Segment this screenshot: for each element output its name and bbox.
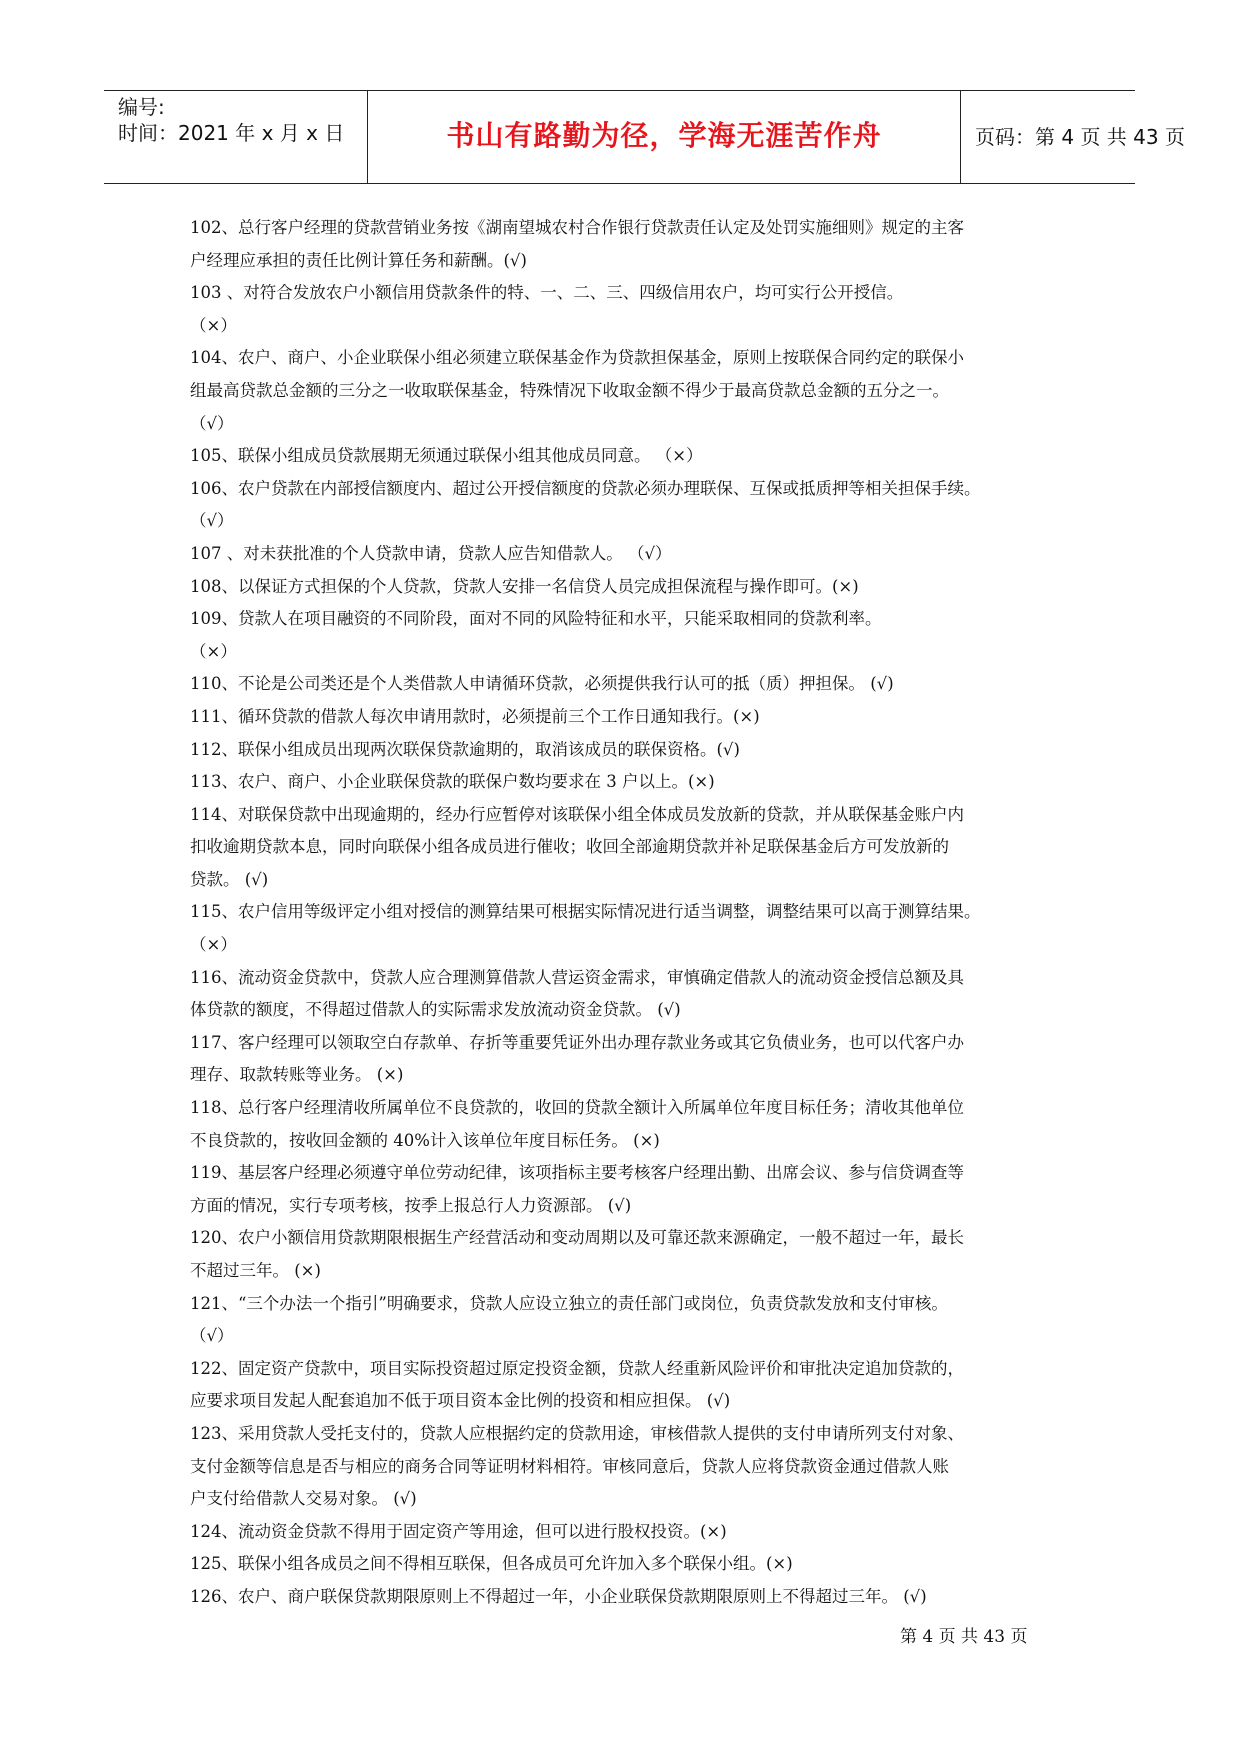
text-line: 户经理应承担的责任比例计算任务和薪酬。(√) xyxy=(190,250,527,270)
text-line: （×） xyxy=(190,315,237,335)
text-line: 方面的情况，实行专项考核，按季上报总行人力资源部。 (√) xyxy=(190,1195,632,1215)
text-line: （√） xyxy=(190,511,234,531)
page-footer-number: 第 4 页 共 43 页 xyxy=(900,1627,1028,1647)
text-line: 111、循环贷款的借款人每次申请用款时，必须提前三个工作日通知我行。(×) xyxy=(190,706,760,726)
text-line: 理存、取款转账等业务。 (×) xyxy=(190,1065,404,1085)
header-motto: 书山有路勤为径，学海无涯苦作舟 xyxy=(446,119,882,152)
text-line: （√） xyxy=(190,413,234,433)
text-line: 户支付给借款人交易对象。 (√) xyxy=(190,1489,417,1509)
text-line: 114、对联保贷款中出现逾期的，经办行应暂停对该联保小组全体成员发放新的贷款，并从联保基金账户内 xyxy=(190,804,964,824)
text-line: 109、贷款人在项目融资的不同阶段，面对不同的风险特征和水平，只能采取相同的贷款利率。 xyxy=(190,609,882,629)
text-line: 113、农户、商户、小企业联保贷款的联保户数均要求在 3 户以上。(×) xyxy=(190,772,715,792)
text-line: （×） xyxy=(190,935,237,955)
header-middle-cell xyxy=(368,91,961,183)
header-right-cell xyxy=(961,91,1185,183)
text-line: （×） xyxy=(190,641,237,661)
text-line: 122、固定资产贷款中，项目实际投资超过原定投资金额，贷款人经重新风险评价和审批决定追加贷款的， xyxy=(190,1358,964,1378)
document-time-label: 时间：2021 年 x 月 x 日 xyxy=(118,121,345,145)
text-line: 116、流动资金贷款中，贷款人应合理测算借款人营运资金需求，审慎确定借款人的流动资金授信总额及具 xyxy=(190,967,964,987)
text-line: 体贷款的额度，不得超过借款人的实际需求发放流动资金贷款。 (√) xyxy=(190,1000,681,1020)
text-line: 123、采用贷款人受托支付的，贷款人应根据约定的贷款用途，审核借款人提供的支付申请所列支付对象、 xyxy=(190,1423,964,1443)
text-line: 118、总行客户经理清收所属单位不良贷款的，收回的贷款全额计入所属单位年度目标任务；清收其他单位 xyxy=(190,1098,964,1118)
document-number-label: 编号: xyxy=(118,95,165,119)
text-line: 不良贷款的，按收回金额的 40%计入该单位年度目标任务。 (×) xyxy=(190,1130,660,1150)
text-line: 105、联保小组成员贷款展期无须通过联保小组其他成员同意。 （×） xyxy=(190,446,703,466)
text-line: 120、农户小额信用贷款期限根据生产经营活动和变动周期以及可靠还款来源确定，一般不超过一年，最长 xyxy=(190,1228,964,1248)
text-line: 103 、对符合发放农户小额信用贷款条件的特、一、二、三、四级信用农户，均可实行公开授信。 xyxy=(190,283,904,303)
text-line: 104、农户、商户、小企业联保小组必须建立联保基金作为贷款担保基金，原则上按联保合同约定的联保小 xyxy=(190,348,964,368)
page-header xyxy=(104,90,1185,184)
text-line: 贷款。 (√) xyxy=(190,869,269,889)
document-body xyxy=(190,212,1065,1614)
text-line: 125、联保小组各成员之间不得相互联保，但各成员可允许加入多个联保小组。(×) xyxy=(190,1554,793,1574)
text-line: （√） xyxy=(190,1326,234,1346)
text-line: 112、联保小组成员出现两次联保贷款逾期的，取消该成员的联保资格。(√) xyxy=(190,739,740,759)
text-line: 119、基层客户经理必须遵守单位劳动纪律，该项指标主要考核客户经理出勤、出席会议、参与信贷调查等 xyxy=(190,1163,964,1183)
text-line: 115、农户信用等级评定小组对授信的测算结果可根据实际情况进行适当调整，调整结果可以高于测算结果。 xyxy=(190,902,981,922)
text-line: 不超过三年。 (×) xyxy=(190,1261,321,1280)
text-line: 扣收逾期贷款本息，同时向联保小组各成员进行催收；收回全部逾期贷款并补足联保基金后方可发放新的 xyxy=(190,837,949,857)
text-line: 支付金额等信息是否与相应的商务合同等证明材料相符。审核同意后，贷款人应将贷款资金通过借款人账 xyxy=(190,1456,949,1476)
text-line: 102、总行客户经理的贷款营销业务按《湖南望城农村合作银行贷款责任认定及处罚实施细则》规定的主客 xyxy=(190,218,964,237)
text-line: 应要求项目发起人配套追加不低于项目资本金比例的投资和相应担保。 (√) xyxy=(190,1391,731,1411)
text-line: 124、流动资金贷款不得用于固定资产等用途，但可以进行股权投资。(×) xyxy=(190,1521,727,1541)
text-line: 108、以保证方式担保的个人贷款，贷款人安排一名信贷人员完成担保流程与操作即可。(×) xyxy=(190,576,859,596)
header-left-cell xyxy=(104,91,368,183)
header-page-number: 页码：第 4 页 共 43 页 xyxy=(975,125,1185,149)
text-line: 117、客户经理可以领取空白存款单、存折等重要凭证外出办理存款业务或其它负债业务，也可以代客户办 xyxy=(190,1032,964,1052)
text-line: 107 、对未获批准的个人贷款申请，贷款人应告知借款人。 （√） xyxy=(190,543,672,563)
text-line: 组最高贷款总金额的三分之一收取联保基金，特殊情况下收取金额不得少于最高贷款总金额的五分之一。 xyxy=(190,380,949,400)
text-line: 106、农户贷款在内部授信额度内、超过公开授信额度的贷款必须办理联保、互保或抵质押等相关担保手续。 xyxy=(190,478,981,498)
text-line: 110、不论是公司类还是个人类借款人申请循环贷款，必须提供我行认可的抵（质）押担保。 (√) xyxy=(190,674,894,694)
text-line: 121、“三个办法一个指引”明确要求，贷款人应设立独立的责任部门或岗位，负责贷款发放和支付审核。 xyxy=(190,1293,948,1313)
text-line: 126、农户、商户联保贷款期限原则上不得超过一年，小企业联保贷款期限原则上不得超过三年。 (√) xyxy=(190,1586,927,1606)
